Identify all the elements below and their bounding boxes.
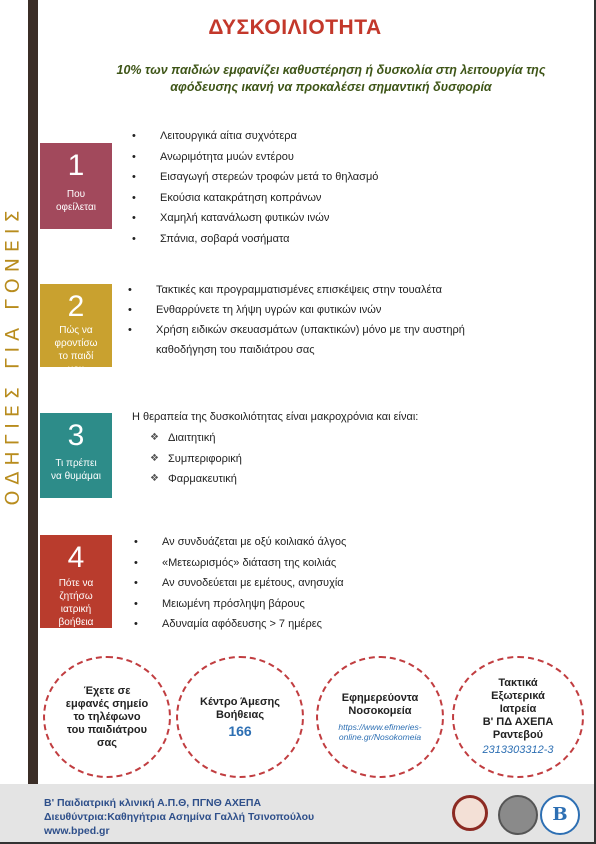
list-item: ❖ Διαιτητική — [168, 431, 242, 452]
circle-line: Ιατρεία — [499, 703, 537, 715]
section-4-label: Πότε να ζητήσω ιατρική βοήθεια — [58, 578, 94, 628]
sidebar-bar — [28, 0, 38, 784]
section-1-number: 1 — [67, 149, 85, 182]
list-item: • Αν συνοδεύεται με εμέτους, ανησυχία — [162, 576, 346, 597]
section-2-number: 2 — [67, 290, 85, 323]
list-item: • Εκούσια κατακράτηση κοπράνων — [160, 191, 378, 212]
emergency-number: 166 — [228, 723, 252, 739]
list-item: ❖ Φαρμακευτική — [168, 472, 242, 493]
page-title: ΔΥΣΚΟΙΛΙΟΤΗΤΑ — [208, 16, 382, 39]
list-item: • Ενθαρρύνετε τη λήψη υγρών και φυτικών ινών — [156, 303, 496, 323]
section-1-label: Που οφείλεται — [56, 189, 96, 213]
list-item: • Τακτικές και προγραμματισμένες επισκέψεις στην τουαλέτα — [156, 283, 496, 303]
section-2-box — [40, 284, 112, 375]
section-4-list — [162, 535, 346, 638]
list-item: • Εισαγωγή στερεών τροφών μετά το θηλασμό — [160, 170, 378, 191]
pediatrician-phone-circle — [43, 656, 171, 778]
circle-line: εμφανές σημείο — [65, 697, 149, 710]
footer-clinic: Β' Παιδιατρική κλινική Α.Π.Θ, ΠΓΝΘ ΑΧΕΠΑ — [44, 797, 262, 809]
sidebar-vertical-label — [2, 120, 24, 590]
circle-line: το τηλέφωνο — [73, 710, 141, 723]
circle-line: Β' ΠΔ ΑΧΕΠΑ — [482, 716, 554, 728]
on-duty-hospitals-circle — [316, 656, 444, 778]
emergency-center-circle — [176, 656, 304, 778]
list-item: • Αν συνδυάζεται με οξύ κοιλιακό άλγος — [162, 535, 346, 556]
intro-text: 10% των παιδιών εμφανίζει καθυστέρηση ή δυσκολία στη λειτουργία της αφόδευσης ικανή να προκαλέσει σημαντική δυσφορία — [116, 63, 546, 94]
section-2-list — [156, 283, 496, 357]
list-item: • Χαμηλή κατανάλωση φυτικών ινών — [160, 211, 378, 232]
university-seal-logo — [452, 795, 488, 831]
hospital-emblem-logo — [498, 795, 538, 835]
on-duty-hospitals-link[interactable]: https://www.efimeries- online.gr/Nosokomeia — [338, 722, 422, 742]
section-3-lead: Η θεραπεία της δυσκοιλιότητας είναι μακροχρόνια και είναι: — [132, 411, 419, 423]
section-2-label: Πώς να φροντίσω το παιδί μου — [54, 325, 98, 375]
clinic-logo: Β — [540, 795, 580, 835]
circle-line: Νοσοκομεία — [348, 705, 412, 717]
circle-line: Έχετε σε — [83, 684, 131, 697]
section-4-box — [40, 535, 112, 628]
section-1-box — [40, 143, 112, 229]
circle-line: Εξωτερικά — [491, 690, 545, 702]
list-item: • Λειτουργικά αίτια συχνότερα — [160, 129, 378, 150]
circle-line: σας — [96, 736, 117, 749]
list-item: • «Μετεωρισμός» διάταση της κοιλιάς — [162, 556, 346, 577]
list-item: • Αδυναμία αφόδευσης > 7 ημέρες — [162, 617, 346, 638]
list-item: • Σπάνια, σοβαρά νοσήματα — [160, 232, 378, 253]
section-3-label: Τι πρέπει να θυμάμαι — [51, 458, 101, 482]
list-item: • Χρήση ειδικών σκευασμάτων (υπακτικών) μόνο με την αυστηρή καθοδήγηση του παιδιάτρου σας — [156, 320, 496, 354]
list-item: • Ανωριμότητα μυών εντέρου — [160, 150, 378, 171]
section-3-list — [168, 431, 242, 493]
outpatient-clinics-circle — [452, 656, 584, 778]
section-4-number: 4 — [67, 541, 85, 574]
footer-director: Διευθύντρια:Καθηγήτρια Ασημίνα Γαλλή Τσινοπούλου — [44, 811, 315, 823]
section-1-list — [160, 129, 378, 252]
appointment-phone: 2313303312-3 — [482, 744, 554, 756]
circle-line: Ραντεβού — [492, 729, 544, 741]
footer-website-link[interactable]: www.bped.gr — [44, 825, 110, 837]
circle-line: Τακτικά — [498, 677, 538, 689]
list-item: ❖ Συμπεριφορική — [168, 452, 242, 473]
circle-line: Εφημερεύοντα — [341, 692, 419, 704]
footer-text — [44, 796, 314, 838]
section-3-number: 3 — [67, 419, 85, 452]
sidebar-vertical-text: ΟΔΗΓΙΕΣ ΓΙΑ ΓΟΝΕΙΣ — [2, 204, 25, 506]
circle-line: Βοήθειας — [215, 709, 265, 721]
section-3-box — [40, 413, 112, 498]
circle-line: Κέντρο Άμεσης — [200, 696, 280, 708]
circle-line: του παιδιάτρου — [66, 723, 148, 736]
list-item: • Μειωμένη πρόσληψη βάρους — [162, 597, 346, 618]
